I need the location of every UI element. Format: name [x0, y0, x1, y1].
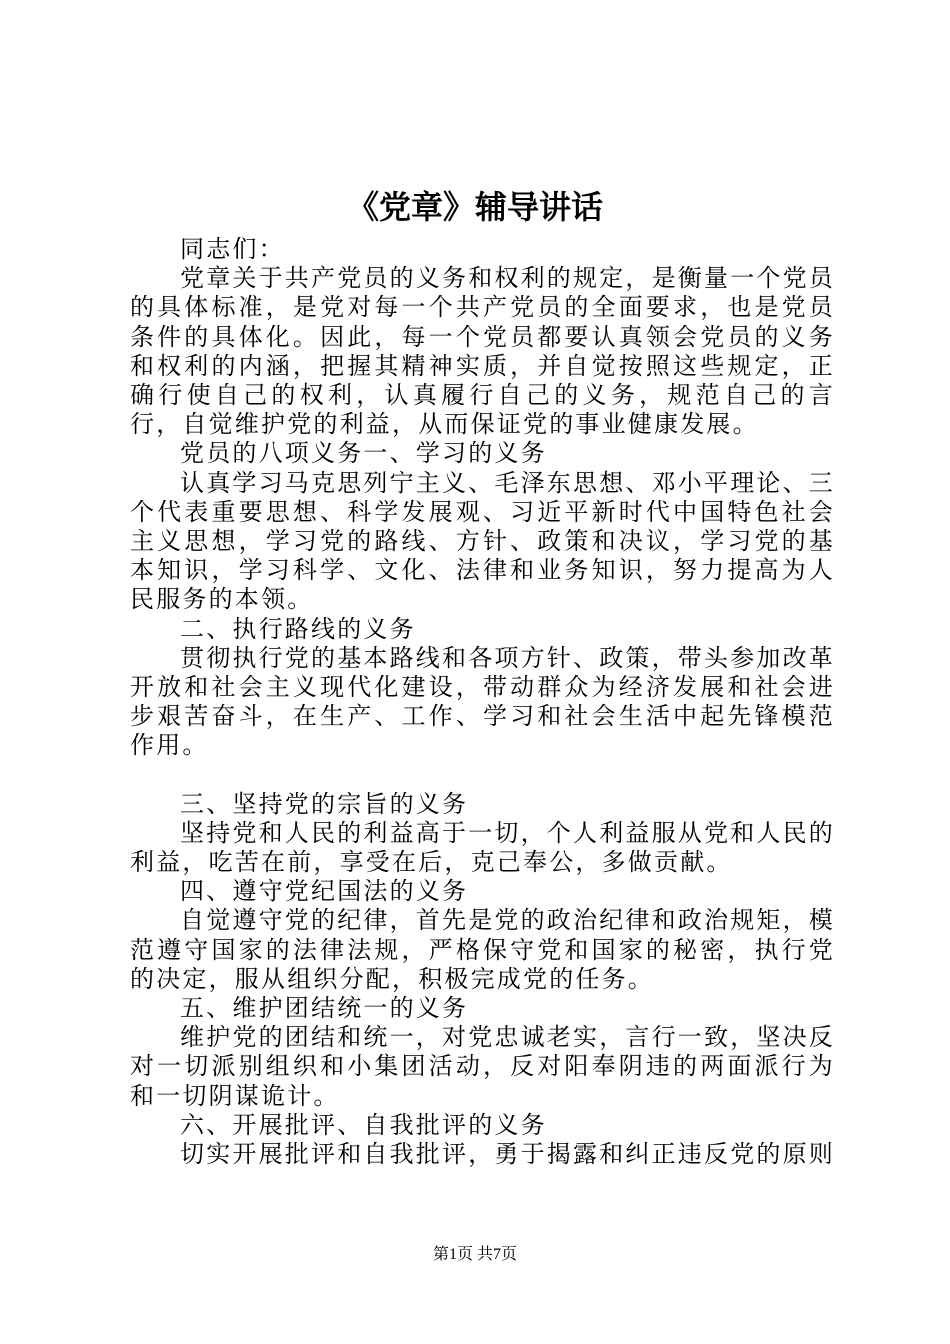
intro-paragraph: 党章关于共产党员的义务和权利的规定，是衡量一个党员的具体标准，是党对每一个共产党员的全面要求，也是党员条件的具体化。因此，每一个党员都要认真领会党员的义务和权利的内涵，把握其精神实质，并自觉按照这些规定，正确行使自己的权利，认真履行自己的义务，规范自己的言行，自觉维护党的利益，从而保证党的事业健康发展。 [130, 264, 835, 439]
section-body-1: 认真学习马克思列宁主义、毛泽东思想、邓小平理论、三个代表重要思想、科学发展观、习近平新时代中国特色社会主义思想，学习党的路线、方针、政策和决议，学习党的基本知识，学习科学、文化、法律和业务知识，努力提高为人民服务的本领。 [130, 468, 835, 614]
section-heading-4: 四、遵守党纪国法的义务 [180, 877, 469, 906]
section-heading-3: 三、坚持党的宗旨的义务 [180, 789, 469, 818]
section-body-6: 切实开展批评和自我批评，勇于揭露和纠正违反党的原则 [180, 1140, 835, 1169]
section-heading-5: 五、维护团结统一的义务 [180, 994, 469, 1023]
document-title: 《党章》辅导讲话 [346, 188, 603, 226]
salutation: 同志们： [180, 235, 285, 263]
section-heading-6: 六、开展批评、自我批评的义务 [180, 1110, 547, 1139]
section-body-4: 自觉遵守党的纪律，首先是党的政治纪律和政治规矩，模范遵守国家的法律法规，严格保守党和国家的秘密，执行党的决定，服从组织分配，积极完成党的任务。 [130, 906, 835, 993]
section-body-5: 维护党的团结和统一，对党忠诚老实，言行一致，坚决反对一切派别组织和小集团活动，反对阳奉阴违的两面派行为和一切阴谋诡计。 [130, 1023, 835, 1110]
page-footer: 第1页 共7页 [432, 1246, 517, 1263]
document-body [130, 235, 835, 1169]
section-heading-1: 党员的八项义务一、学习的义务 [180, 439, 547, 468]
section-heading-2: 二、执行路线的义务 [180, 614, 416, 643]
section-body-3: 坚持党和人民的利益高于一切，个人利益服从党和人民的利益，吃苦在前，享受在后，克己奉公，多做贡献。 [130, 818, 835, 877]
section-body-2: 贯彻执行党的基本路线和各项方针、政策，带头参加改革开放和社会主义现代化建设，带动群众为经济发展和社会进步艰苦奋斗，在生产、工作、学习和社会生活中起先锋模范作用。 [130, 643, 835, 760]
